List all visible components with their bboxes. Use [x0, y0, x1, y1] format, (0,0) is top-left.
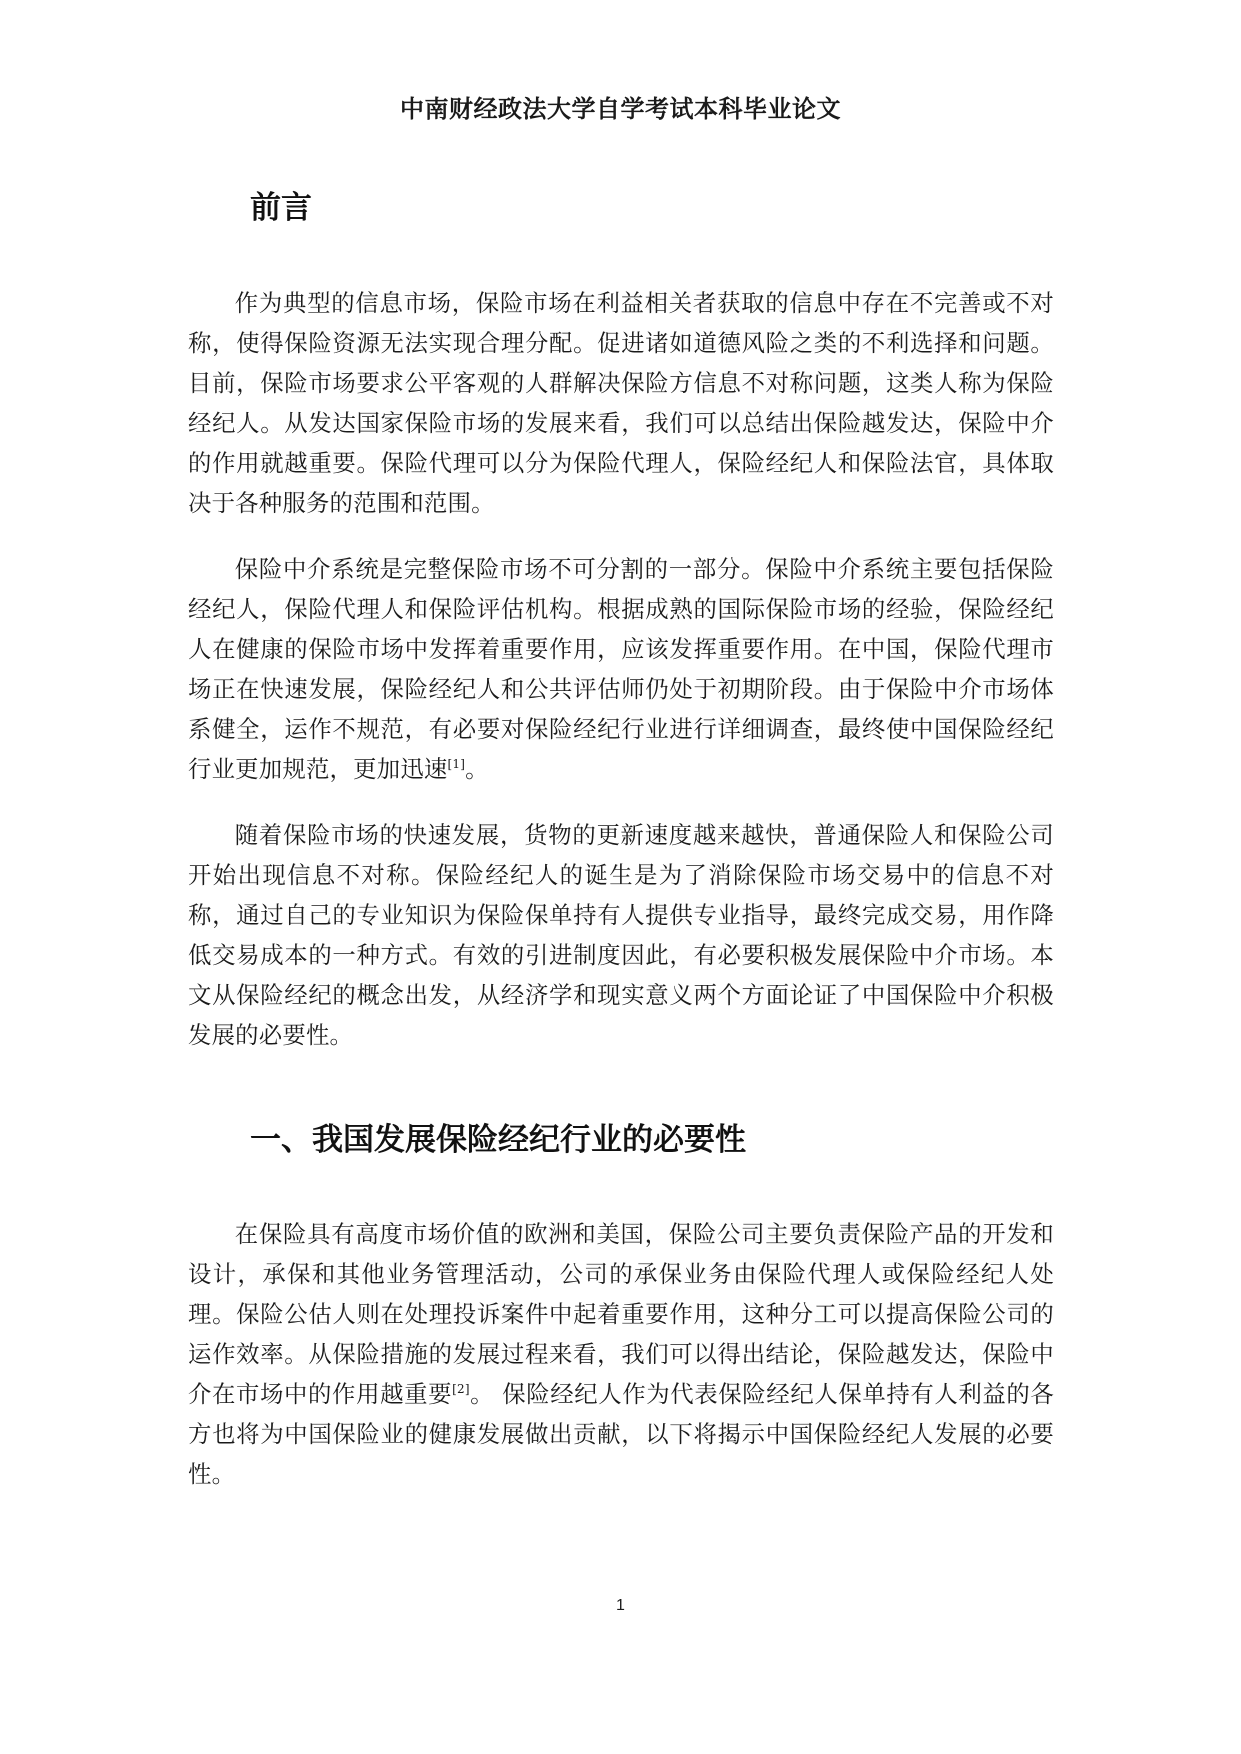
- preface-paragraph-3-text: 随着保险市场的快速发展，货物的更新速度越来越快，普通保险人和保险公司开始出现信息不对称。保险经纪人的诞生是为了消除保险市场交易中的信息不对称，通过自己的专业知识为保险保单持有人提供专业指导，最终完成交易，用作降低交易成本的一种方式。有效的引进制度因此，有必要积极发展保险中介市场。本文从保险经纪的概念出发，从经济学和现实意义两个方面论证了中国保险中介积极发展的必要性。: [188, 821, 1054, 1049]
- section-1-paragraph-text-before: 在保险具有高度市场价值的欧洲和美国，保险公司主要负责保险产品的开发和设计，承保和其他业务管理活动，公司的承保业务由保险代理人或保险经纪人处理。保险公估人则在处理投诉案件中起着重要作用，这种分工可以提高保险公司的运作效率。从保险措施的发展过程来看，我们可以得出结论，保险越发达，保险中介在市场中的作用越重要: [188, 1220, 1054, 1408]
- section-1-paragraph-text-after: 。 保险经纪人作为代表保险经纪人保单持有人利益的各方也将为中国保险业的健康发展做出贡献，以下将揭示中国保险经纪人发展的必要性。: [188, 1380, 1054, 1488]
- preface-paragraph-1: [188, 283, 1054, 523]
- preface-paragraph-1-text: 作为典型的信息市场，保险市场在利益相关者获取的信息中存在不完善或不对称，使得保险资源无法实现合理分配。促进诸如道德风险之类的不利选择和问题。目前，保险市场要求公平客观的人群解决保险方信息不对称问题，这类人称为保险经纪人。从发达国家保险市场的发展来看，我们可以总结出保险越发达，保险中介的作用就越重要。保险代理可以分为保险代理人，保险经纪人和保险法官，具体取决于各种服务的范围和范围。: [188, 289, 1054, 517]
- page-number: 1: [616, 1597, 625, 1614]
- citation-ref-1: [1]: [447, 757, 466, 771]
- preface-paragraph-2-tail: 。: [465, 755, 489, 783]
- section-1-paragraph: [188, 1214, 1054, 1494]
- preface-paragraph-2-text: 保险中介系统是完整保险市场不可分割的一部分。保险中介系统主要包括保险经纪人，保险代理人和保险评估机构。根据成熟的国际保险市场的经验，保险经纪人在健康的保险市场中发挥着重要作用，应该发挥重要作用。在中国，保险代理市场正在快速发展，保险经纪人和公共评估师仍处于初期阶段。由于保险中介市场体系健全，运作不规范，有必要对保险经纪行业进行详细调查，最终使中国保险经纪行业更加规范，更加迅速: [188, 555, 1054, 783]
- preface-heading: 前言: [250, 190, 312, 226]
- preface-paragraph-2: [188, 549, 1054, 789]
- preface-paragraph-3: [188, 815, 1054, 1055]
- running-header: 中南财经政法大学自学考试本科毕业论文: [400, 95, 841, 123]
- citation-ref-2: [2]: [452, 1382, 470, 1396]
- section-1-heading: 一、我国发展保险经纪行业的必要性: [250, 1122, 746, 1158]
